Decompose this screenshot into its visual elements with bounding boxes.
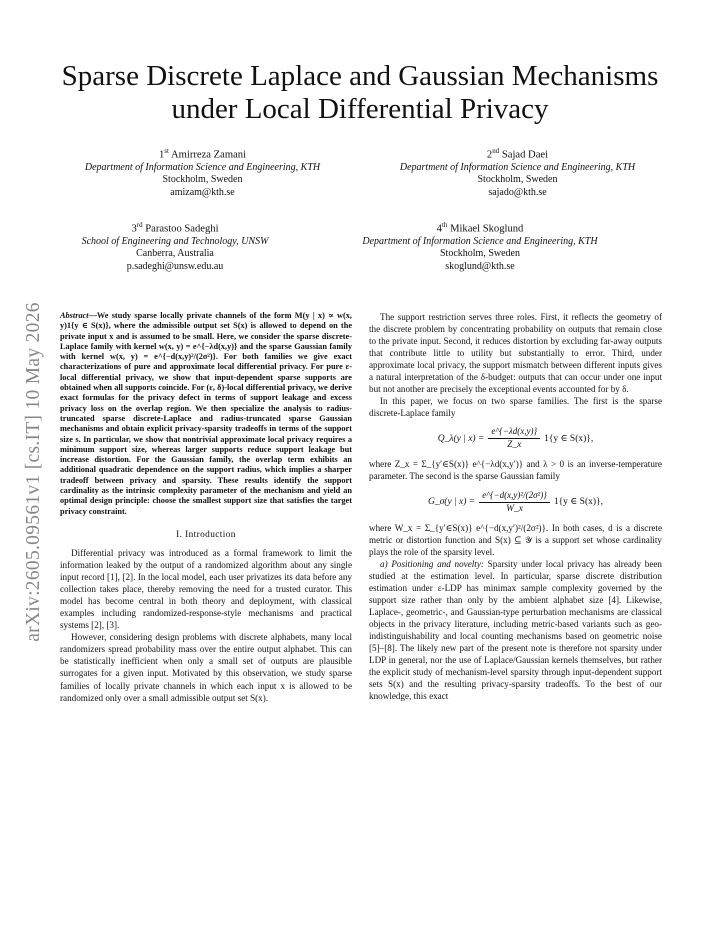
intro-paragraph-4: In this paper, we focus on two sparse families. The first is the sparse discrete-Laplace family	[369, 396, 662, 419]
runin-heading: a) Positioning and novelty:	[380, 558, 484, 569]
right-column	[369, 311, 662, 702]
intro-paragraph-7: a) Positioning and novelty: Sparsity under local privacy has already been studied at the estimation level. In particular, sparse discrete distribution estimation under ε-LDP has minimax sample complexity governed by the support size rather than only by the ambient alphabet size [4]. Likewise, Laplace-, geometric-, and Gaussian-type perturbation mechanisms are classical objects in the privacy literature, including metric-based variants such as geo-indistinguishability and local counting mechanisms based on geometric noise [5]–[8]. The likely new part of the present note is therefore not sparsity under LDP in general, nor the use of Laplace/Gaussian kernels themselves, but rather the explicit study of mechanism-level sparsity through input-dependent support sets S(x) and the resulting privacy-sparsity tradeoffs. To the best of our knowledge, this exact	[369, 558, 662, 702]
intro-paragraph-1: Differential privacy was introduced as a formal framework to limit the information leaked by the output of a randomized algorithm about any single input record [1], [2]. In the local model, each user privatizes its data before any collection takes place, thereby removing the need for a trusted curator. This model has become central in both theory and deployment, with classical examples including randomized-response-style mechanisms and practical systems [2], [3].	[60, 547, 352, 631]
author-affiliation: Department of Information Science and Engineering, KTH	[84, 161, 321, 173]
author-block-3: 3rd Parastoo Sadeghi School of Engineering and Technology, UNSW Canberra, Australia p.sadeghi@unsw.edu.au	[55, 219, 295, 273]
paper-title: Sparse Discrete Laplace and Gaussian Mechanisms under Local Differential Privacy	[61, 60, 659, 125]
author-location: Stockholm, Sweden	[477, 174, 558, 186]
author-name: Parastoo Sadeghi	[145, 223, 219, 235]
equation-laplace: Q_λ(y | x) = $\frac{e\^{}\{-\lambda d(x,y)\}}{Z\_x}$ 1{y ∈ S(x)},	[437, 426, 594, 451]
intro-paragraph-2: However, considering design problems with discrete alphabets, many local randomizers spread probability mass over the entire output alphabet. This can be statistically inefficient when only a small set of outputs are plausible surrogates for a given input. Motivated by this observation, we study sparse families of locally private channels in which each input x is allowed to be randomized only over a small admissible output set S(x).	[60, 632, 352, 703]
author-email: amizam@kth.se	[170, 186, 235, 198]
author-name: Amirreza Zamani	[171, 149, 247, 161]
equation-gaussian: G_σ(y | x) = $\frac{\text{e\textasciicircum{}\{−d(x,y)²/(2σ²)\}}}{W\_x}$ 1{y ∈ S(x)},	[428, 489, 603, 514]
arxiv-stamp-text: arXiv:2605.09561v1 [cs.IT] 10 May 2026	[23, 302, 44, 642]
intro-paragraph-5: where Z_x = Σ_{y′∈S(x)} e^{−λd(x,y′)} and λ > 0 is an inverse-temperature parameter. The second is the sparse Gaussian family	[369, 459, 662, 482]
author-name: Sajad Daei	[501, 149, 549, 161]
author-location: Stockholm, Sweden	[162, 174, 243, 186]
left-column	[60, 311, 352, 704]
abstract-text: —We study sparse locally private channels of the form M(y | x) ∝ w(x, y)1{y ∈ S(x)}, where the admissible output set S(x) is allowed to depend on the private input x and is assumed to be small. Here, we consider the sparse discrete-Laplace family with kernel w(x, y) = e^{−λd(x,y)} and the sparse Gaussian family with kernel w(x, y) = e^{−d(x,y)²/(2σ²)}. For both families we give exact characterizations of pure and approximate local differential privacy. For pure ε-local differential privacy, we show that input-dependent sparse supports are obtained when all supports coincide. For (ε, δ)-local differential privacy, we derive exact formulas for the privacy defect in terms of support leakage and excess privacy loss on the overlap region. We then specialize the analysis to radius-truncated sparse discrete-Laplace and radius-truncated sparse Gaussian mechanisms and obtain explicit privacy-sparsity tradeoffs in terms of the support size s. In particular, we show that nontrivial approximate local privacy requires a minimum support size, whereas larger supports reduce support leakage but increase distortion. For the Gaussian family, the overlap term exhibits an additional quadratic dependence on the support radius, which implies a sharper tradeoff between privacy and sparsity. These results identify the support cardinality as the intrinsic complexity parameter of the mechanism and yield an optimal design principle: choose the smallest support size that satisfies the target privacy constraint.	[60, 311, 352, 516]
intro-paragraph-6: where W_x = Σ_{y′∈S(x)} e^{−d(x,y′)²/(2σ²)}. In both cases, d is a discrete metric or distortion function and S(x) ⊆ 𝒴 is a support set whose cardinality plays the role of the sparsity level.	[369, 522, 662, 557]
author-location: Stockholm, Sweden	[440, 248, 520, 260]
author-email: sajado@kth.se	[488, 186, 547, 198]
author-affiliation: Department of Information Science and Engineering, KTH	[399, 161, 636, 173]
arxiv-stamp	[14, 262, 54, 682]
author-email: p.sadeghi@unsw.edu.au	[126, 260, 224, 272]
abstract	[60, 311, 352, 517]
author-email: skoglund@kth.se	[445, 260, 515, 272]
author-location: Canberra, Australia	[136, 248, 214, 260]
author-block-2: 2nd Sajad Daei Department of Information Science and Engineering, KTH Stockholm, Sweden sajado@kth.se	[365, 145, 670, 199]
author-block-1: 1st Amirreza Zamani Department of Information Science and Engineering, KTH Stockholm, Sweden amizam@kth.se	[60, 145, 345, 199]
abstract-label: Abstract	[60, 311, 89, 320]
author-name: Mikael Skoglund	[450, 223, 524, 235]
author-affiliation: Department of Information Science and Engineering, KTH	[362, 235, 598, 247]
author-affiliation: School of Engineering and Technology, UNSW	[81, 235, 269, 247]
section-heading-introduction: I. Introduction	[176, 529, 236, 540]
intro-paragraph-3: The support restriction serves three roles. First, it reflects the geometry of the discrete problem by concentrating probability on outputs that remain close to the private input. Second, it reduces distortion by excluding far-away outputs that contribute little to utility but substantially to error. Third, under approximate local privacy, the support mismatch between different inputs gives a natural interpretation of the δ-budget: outputs that can occur under one input but not another are precisely the exceptional events accounted for by δ.	[369, 312, 662, 395]
author-block-4: 4th Mikael Skoglund Department of Information Science and Engineering, KTH Stockholm, Sweden skoglund@kth.se	[330, 219, 630, 273]
